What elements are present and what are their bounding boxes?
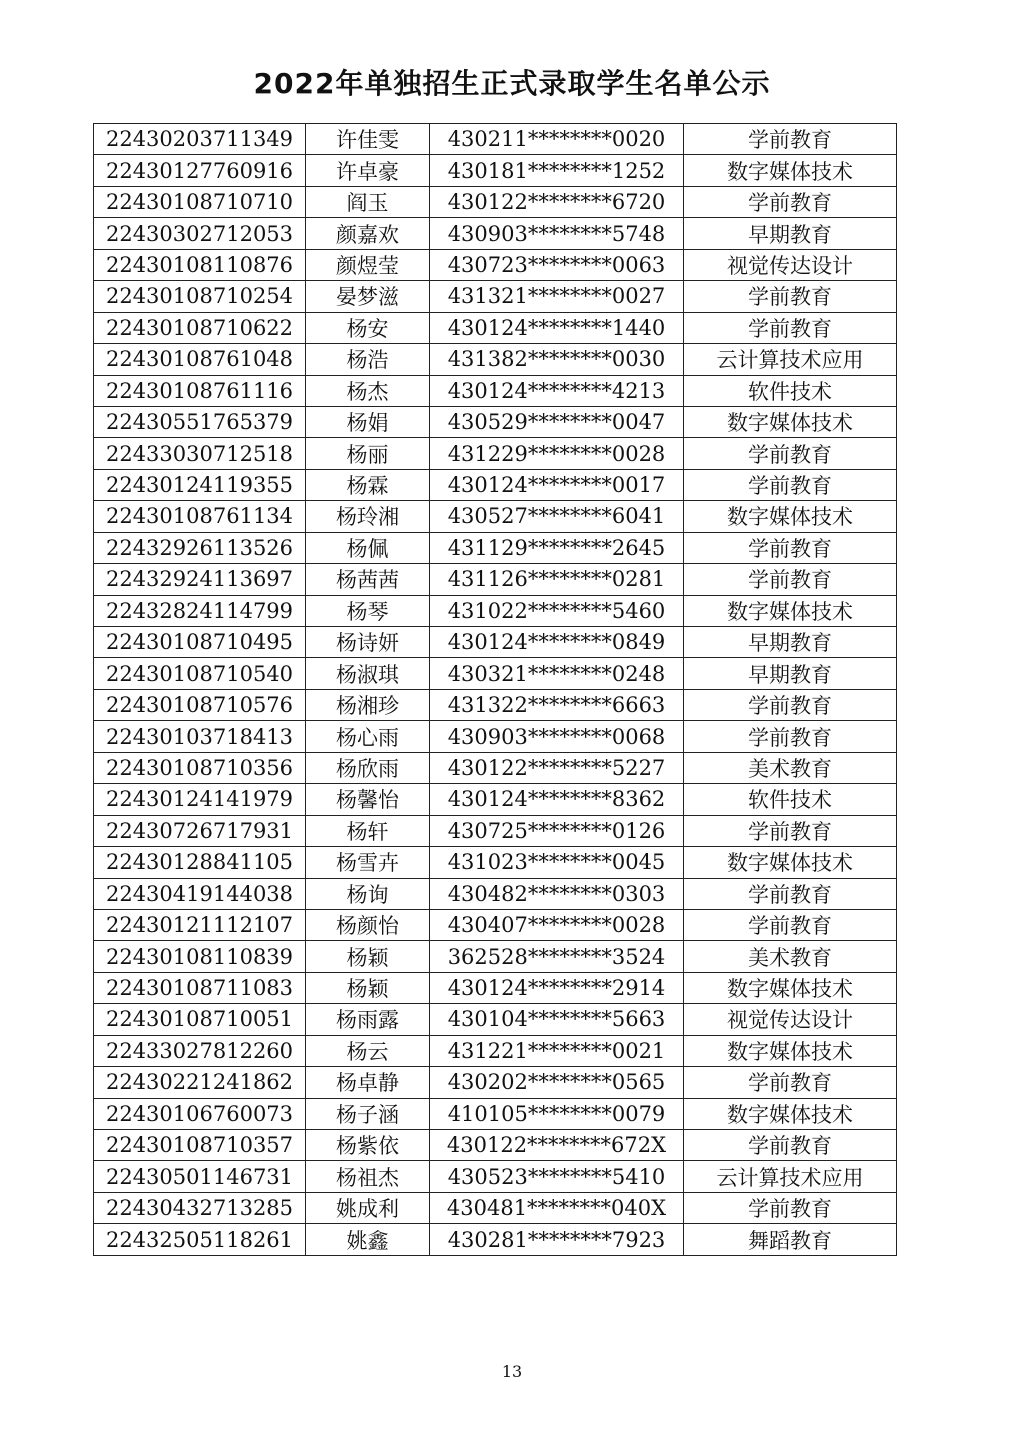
major-cell: 软件技术 [684, 375, 897, 406]
major-cell: 学前教育 [684, 909, 897, 940]
student-name-cell: 杨淑琪 [306, 658, 430, 689]
table-row [94, 1067, 897, 1098]
exam-number-cell: 22430108761134 [94, 501, 306, 532]
id-number-cell: 430321********0248 [430, 658, 684, 689]
student-name-cell: 杨欣雨 [306, 752, 430, 783]
exam-number-cell: 22432924113697 [94, 564, 306, 595]
major-cell: 视觉传达设计 [684, 1004, 897, 1035]
exam-number-cell: 22430103718413 [94, 721, 306, 752]
student-name-cell: 杨浩 [306, 344, 430, 375]
exam-number-cell: 22432824114799 [94, 595, 306, 626]
major-cell: 学前教育 [684, 689, 897, 720]
table-row [94, 878, 897, 909]
student-name-cell: 杨玲湘 [306, 501, 430, 532]
major-cell: 数字媒体技术 [684, 595, 897, 626]
major-cell: 学前教育 [684, 815, 897, 846]
id-number-cell: 430124********0017 [430, 469, 684, 500]
table-row [94, 406, 897, 437]
table-row [94, 752, 897, 783]
major-cell: 美术教育 [684, 752, 897, 783]
exam-number-cell: 22430108710576 [94, 689, 306, 720]
id-number-cell: 430124********2914 [430, 972, 684, 1003]
student-name-cell: 许佳雯 [306, 124, 430, 155]
major-cell: 学前教育 [684, 281, 897, 312]
id-number-cell: 430281********7923 [430, 1224, 684, 1255]
id-number-cell: 430122********5227 [430, 752, 684, 783]
student-name-cell: 杨娟 [306, 406, 430, 437]
table-row [94, 784, 897, 815]
table-row [94, 564, 897, 595]
admission-list-body [94, 124, 897, 1256]
major-cell: 云计算技术应用 [684, 344, 897, 375]
exam-number-cell: 22432926113526 [94, 532, 306, 563]
id-number-cell: 430482********0303 [430, 878, 684, 909]
table-row [94, 1098, 897, 1129]
table-row [94, 689, 897, 720]
exam-number-cell: 22430108710622 [94, 312, 306, 343]
exam-number-cell: 22430108710540 [94, 658, 306, 689]
table-row [94, 1130, 897, 1161]
major-cell: 舞蹈教育 [684, 1224, 897, 1255]
admission-list-table [93, 123, 897, 1256]
exam-number-cell: 22430108110839 [94, 941, 306, 972]
student-name-cell: 晏梦滋 [306, 281, 430, 312]
major-cell: 数字媒体技术 [684, 847, 897, 878]
id-number-cell: 430124********8362 [430, 784, 684, 815]
major-cell: 学前教育 [684, 532, 897, 563]
major-cell: 美术教育 [684, 941, 897, 972]
student-name-cell: 杨轩 [306, 815, 430, 846]
page-title: 2022年单独招生正式录取学生名单公示 [253, 67, 771, 100]
id-number-cell: 430124********0849 [430, 627, 684, 658]
id-number-cell: 431322********6663 [430, 689, 684, 720]
exam-number-cell: 22430221241862 [94, 1067, 306, 1098]
student-name-cell: 杨安 [306, 312, 430, 343]
table-row [94, 972, 897, 1003]
major-cell: 学前教育 [684, 438, 897, 469]
major-cell: 学前教育 [684, 1192, 897, 1223]
exam-number-cell: 22430501146731 [94, 1161, 306, 1192]
table-row [94, 532, 897, 563]
major-cell: 数字媒体技术 [684, 972, 897, 1003]
student-name-cell: 杨雪卉 [306, 847, 430, 878]
exam-number-cell: 22430124141979 [94, 784, 306, 815]
exam-number-cell: 22433030712518 [94, 438, 306, 469]
exam-number-cell: 22432505118261 [94, 1224, 306, 1255]
id-number-cell: 430202********0565 [430, 1067, 684, 1098]
exam-number-cell: 22430108710356 [94, 752, 306, 783]
exam-number-cell: 22430108761048 [94, 344, 306, 375]
id-number-cell: 430725********0126 [430, 815, 684, 846]
student-name-cell: 杨颖 [306, 972, 430, 1003]
table-row [94, 909, 897, 940]
exam-number-cell: 22433027812260 [94, 1035, 306, 1066]
table-row [94, 344, 897, 375]
student-name-cell: 杨颖 [306, 941, 430, 972]
table-row [94, 1224, 897, 1255]
student-name-cell: 姚成利 [306, 1192, 430, 1223]
exam-number-cell: 22430108761116 [94, 375, 306, 406]
major-cell: 数字媒体技术 [684, 501, 897, 532]
exam-number-cell: 22430108711083 [94, 972, 306, 1003]
table-row [94, 1035, 897, 1066]
id-number-cell: 430723********0063 [430, 249, 684, 280]
exam-number-cell: 22430432713285 [94, 1192, 306, 1223]
id-number-cell: 430211********0020 [430, 124, 684, 155]
table-row [94, 815, 897, 846]
student-name-cell: 杨紫依 [306, 1130, 430, 1161]
table-row [94, 1192, 897, 1223]
exam-number-cell: 22430108710710 [94, 186, 306, 217]
major-cell: 云计算技术应用 [684, 1161, 897, 1192]
id-number-cell: 430104********5663 [430, 1004, 684, 1035]
major-cell: 学前教育 [684, 878, 897, 909]
table-row [94, 721, 897, 752]
exam-number-cell: 22430108110876 [94, 249, 306, 280]
exam-number-cell: 22430108710357 [94, 1130, 306, 1161]
exam-number-cell: 22430127760916 [94, 155, 306, 186]
student-name-cell: 许卓豪 [306, 155, 430, 186]
table-row [94, 218, 897, 249]
major-cell: 数字媒体技术 [684, 1098, 897, 1129]
exam-number-cell: 22430726717931 [94, 815, 306, 846]
id-number-cell: 430124********4213 [430, 375, 684, 406]
major-cell: 早期教育 [684, 658, 897, 689]
id-number-cell: 430122********6720 [430, 186, 684, 217]
student-name-cell: 杨雨露 [306, 1004, 430, 1035]
student-name-cell: 姚鑫 [306, 1224, 430, 1255]
student-name-cell: 杨丽 [306, 438, 430, 469]
student-name-cell: 颜煜莹 [306, 249, 430, 280]
student-name-cell: 杨杰 [306, 375, 430, 406]
table-row [94, 375, 897, 406]
id-number-cell: 431382********0030 [430, 344, 684, 375]
student-name-cell: 杨诗妍 [306, 627, 430, 658]
table-row [94, 281, 897, 312]
id-number-cell: 430481********040X [430, 1192, 684, 1223]
major-cell: 学前教育 [684, 312, 897, 343]
id-number-cell: 430407********0028 [430, 909, 684, 940]
id-number-cell: 431229********0028 [430, 438, 684, 469]
major-cell: 数字媒体技术 [684, 155, 897, 186]
exam-number-cell: 22430419144038 [94, 878, 306, 909]
id-number-cell: 430903********0068 [430, 721, 684, 752]
table-row [94, 847, 897, 878]
exam-number-cell: 22430203711349 [94, 124, 306, 155]
major-cell: 学前教育 [684, 124, 897, 155]
table-row [94, 627, 897, 658]
major-cell: 学前教育 [684, 1130, 897, 1161]
major-cell: 学前教育 [684, 1067, 897, 1098]
id-number-cell: 431321********0027 [430, 281, 684, 312]
id-number-cell: 431023********0045 [430, 847, 684, 878]
id-number-cell: 362528********3524 [430, 941, 684, 972]
id-number-cell: 431129********2645 [430, 532, 684, 563]
id-number-cell: 430527********6041 [430, 501, 684, 532]
table-row [94, 312, 897, 343]
id-number-cell: 430523********5410 [430, 1161, 684, 1192]
page-number: 13 [501, 1362, 523, 1381]
major-cell: 数字媒体技术 [684, 406, 897, 437]
student-name-cell: 杨佩 [306, 532, 430, 563]
student-name-cell: 杨子涵 [306, 1098, 430, 1129]
id-number-cell: 430529********0047 [430, 406, 684, 437]
exam-number-cell: 22430106760073 [94, 1098, 306, 1129]
table-row [94, 501, 897, 532]
student-name-cell: 杨颜怡 [306, 909, 430, 940]
exam-number-cell: 22430128841105 [94, 847, 306, 878]
student-name-cell: 杨卓静 [306, 1067, 430, 1098]
student-name-cell: 杨霖 [306, 469, 430, 500]
table-row [94, 941, 897, 972]
table-row [94, 469, 897, 500]
id-number-cell: 431022********5460 [430, 595, 684, 626]
table-row [94, 595, 897, 626]
student-name-cell: 杨馨怡 [306, 784, 430, 815]
table-row [94, 1161, 897, 1192]
id-number-cell: 430181********1252 [430, 155, 684, 186]
table-row [94, 658, 897, 689]
exam-number-cell: 22430108710495 [94, 627, 306, 658]
table-row [94, 438, 897, 469]
major-cell: 视觉传达设计 [684, 249, 897, 280]
student-name-cell: 杨询 [306, 878, 430, 909]
exam-number-cell: 22430302712053 [94, 218, 306, 249]
table-row [94, 1004, 897, 1035]
id-number-cell: 431126********0281 [430, 564, 684, 595]
id-number-cell: 431221********0021 [430, 1035, 684, 1066]
major-cell: 软件技术 [684, 784, 897, 815]
student-name-cell: 杨茜茜 [306, 564, 430, 595]
table-row [94, 124, 897, 155]
exam-number-cell: 22430108710051 [94, 1004, 306, 1035]
major-cell: 早期教育 [684, 218, 897, 249]
student-name-cell: 杨云 [306, 1035, 430, 1066]
major-cell: 学前教育 [684, 186, 897, 217]
id-number-cell: 430124********1440 [430, 312, 684, 343]
major-cell: 数字媒体技术 [684, 1035, 897, 1066]
student-name-cell: 杨琴 [306, 595, 430, 626]
table-row [94, 186, 897, 217]
major-cell: 学前教育 [684, 469, 897, 500]
exam-number-cell: 22430121112107 [94, 909, 306, 940]
exam-number-cell: 22430551765379 [94, 406, 306, 437]
table-row [94, 249, 897, 280]
student-name-cell: 杨祖杰 [306, 1161, 430, 1192]
table-row [94, 155, 897, 186]
student-name-cell: 阎玉 [306, 186, 430, 217]
student-name-cell: 杨湘珍 [306, 689, 430, 720]
major-cell: 学前教育 [684, 721, 897, 752]
id-number-cell: 410105********0079 [430, 1098, 684, 1129]
student-name-cell: 颜嘉欢 [306, 218, 430, 249]
student-name-cell: 杨心雨 [306, 721, 430, 752]
exam-number-cell: 22430108710254 [94, 281, 306, 312]
major-cell: 学前教育 [684, 564, 897, 595]
id-number-cell: 430122********672X [430, 1130, 684, 1161]
exam-number-cell: 22430124119355 [94, 469, 306, 500]
major-cell: 早期教育 [684, 627, 897, 658]
id-number-cell: 430903********5748 [430, 218, 684, 249]
